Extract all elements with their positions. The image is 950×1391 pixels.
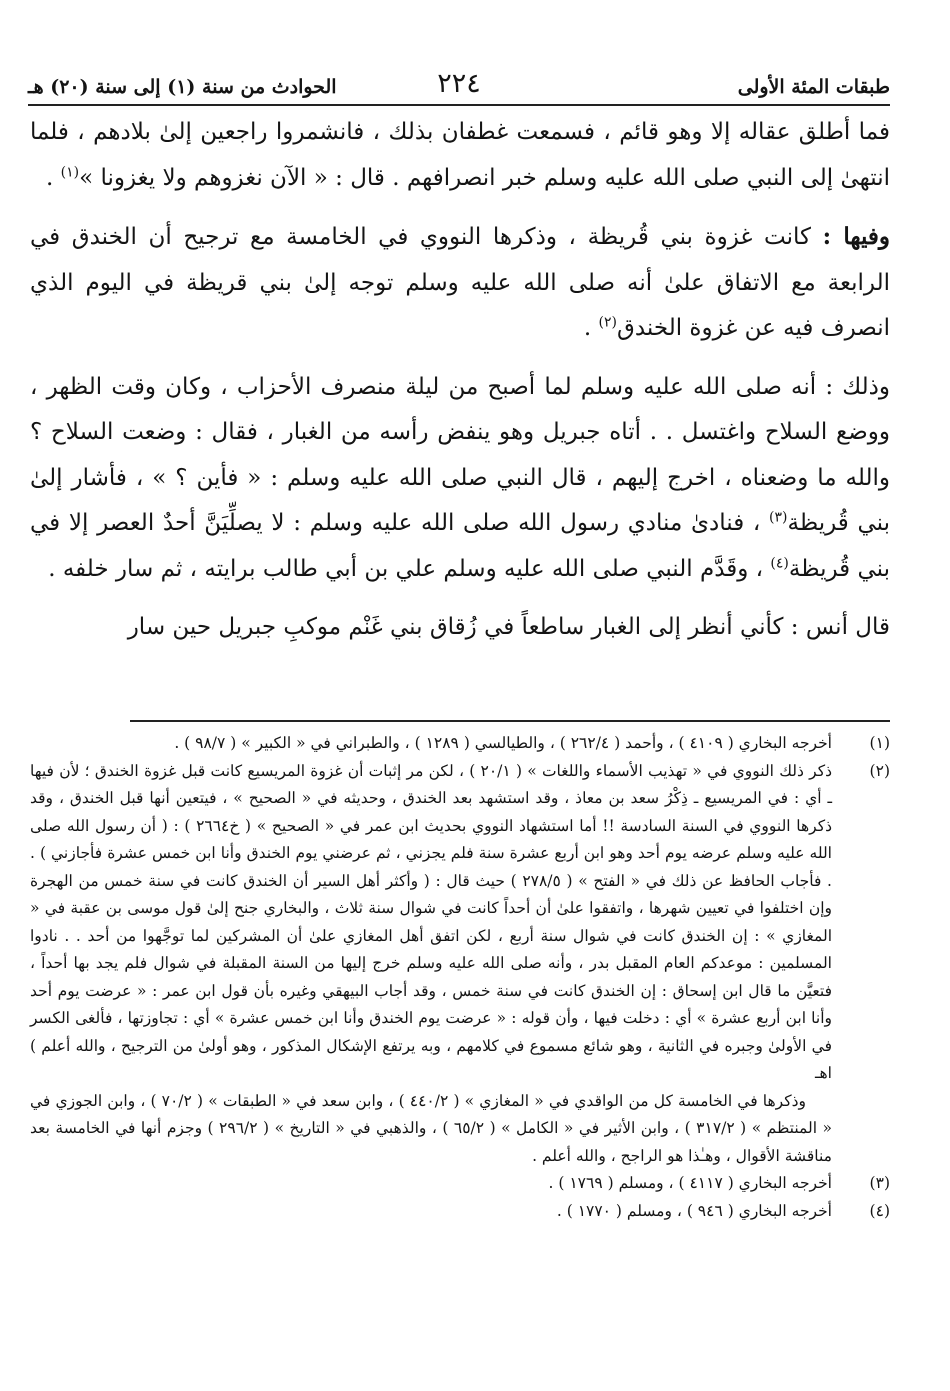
main-text bbox=[30, 110, 890, 651]
paragraph-3-text-a: وذلك : أنه صلى الله عليه وسلم لما أصبح من ليلة منصرف الأحزاب ، وكان وقت الظهر ، ووضع السلاح واغتسل . . أتاه جبريل وهو ينفض رأسه من الغبار ، فقال : وضعت السلاح ؟ والله ما وضعناه ، اخرج إليهم ، قال النبي صلى الله عليه وسلم : « فأين ؟ » ، فأشار إلىٰ بني قُريظة bbox=[30, 373, 891, 536]
paragraph-3-text-c: ، وقَدَّم النبي صلى الله عليه وسلم علي بن أبي طالب برايته ، ثم سار خلفه . bbox=[48, 555, 771, 582]
footnote-ref-2: (٢) bbox=[598, 314, 617, 331]
footnote-text: ذكر ذلك النووي في « تهذيب الأسماء واللغات » ( ٢٠/١ ) ، لكن مر إثبات أن غزوة المريسيع كانت قبل غزوة الخندق ؛ لأن فيها ـ أي : في المريسيع ـ ذِكْرُ سعد بن معاذ ، وقد استشهد بعد الخندق ، وحديثه في « الصحيح » ، فيتعين أنها قبل الخندق ، وقد ذكرها النووي في السنة السادسة !! أما استشهاد النووي بحديث ابن عمر في « الصحيح » ( خ٢٦٦٤ ) : ( أن رسول الله صلى الله عليه وسلم عرضه يوم أحد وهو ابن أربع عشرة سنة فلم يجزني ، ثم عرضني يوم الخندق وأنا ابن خمس عشرة فأجازني ) . . فأجاب الحافظ عن ذلك في « الفتح » ( ٢٧٨/٥ ) حيث قال : ( وأكثر أهل السير أن الخندق كانت في سنة خمس من الهجرة وإن اختلفوا في تعيين شهرها ، واتفقوا علىٰ أن أحداً كانت في شوال سنة ثلاث ، والبخاري جنح إلىٰ قول موسى بن عقبة في « المغازي » : إن الخندق كانت في شوال سنة أربع ، لكن اتفق أهل المغازي علىٰ أن المشركين لما توجَّهوا من أحد . . نادوا المسلمين : موعدكم العام المقبل بدر ، وأنه صلى الله عليه وسلم خرج إليها من السنة المقبلة في شوال فلم يجد بها أحداً ، فتعيَّن ما قال ابن إسحاق : إن الخندق كانت في سنة خمس ، وقد أجاب البيهقي وغيره بأن قول ابن عمر : « عرضت يوم أحد وأنا ابن أربع عشرة » أي : دخلت فيها ، وأن قوله : « عرضت يوم الخندق وأنا ابن خمس عشرة » أي : تجاوزتها ، فألغى الكسر في الأولىٰ وجبره في الثانية ، وهو شائع مسموع في كلامهم ، وبه يرتفع الإشكال المذكور ، وهو أولىٰ من الترجيح ، والله أعلم ) اهـ bbox=[30, 761, 832, 1082]
paragraph-1-text: فما أطلق عقاله إلا وهو قائم ، فسمعت غطفان بذلك ، فانشمروا راجعين إلىٰ بلادهم ، فلما انتهىٰ إلى النبي صلى الله عليه وسلم خبر انصرافهم . قال : « الآن نغزوهم ولا يغزونا » bbox=[30, 119, 890, 191]
paragraph-2-lead: وفيها : bbox=[822, 223, 890, 250]
page-number: ٢٢٤ bbox=[437, 68, 481, 99]
paragraph-2 bbox=[30, 214, 890, 352]
footnote-text: أخرجه البخاري ( ٩٤٦ ) ، ومسلم ( ١٧٧٠ ) . bbox=[556, 1201, 832, 1220]
paragraph-4: قال أنس : كأني أنظر إلى الغبار ساطعاً في زُقاق بني غَنْم موكبِ جبريل حين سار bbox=[127, 614, 890, 640]
book-title: طبقات المئة الأولى bbox=[737, 76, 890, 98]
footnote-number: (٣) bbox=[869, 1174, 890, 1192]
footnote-ref-1: (١) bbox=[60, 163, 80, 180]
footnote-number: (١) bbox=[869, 734, 890, 752]
paragraph-1 bbox=[30, 110, 890, 201]
footnote-number: (٢) bbox=[869, 761, 890, 780]
paragraph-3-text-b: ، فنادىٰ منادي رسول الله صلى الله عليه وسلم : لا يصلِّيَنَّ أحدٌ العصر إلا في بني قُريظة bbox=[30, 510, 890, 582]
footnote-2 bbox=[30, 758, 890, 1088]
footnote-4 bbox=[30, 1198, 890, 1226]
footnotes bbox=[30, 730, 890, 1225]
paragraph-3 bbox=[30, 365, 890, 593]
paragraph-1-end: . bbox=[45, 164, 61, 191]
footnote-text: أخرجه البخاري ( ٤١١٧ ) ، ومسلم ( ١٧٦٩ ) . bbox=[548, 1174, 832, 1192]
footnote-text: أخرجه البخاري ( ٤١٠٩ ) ، وأحمد ( ٢٦٢/٤ ) ، والطيالسي ( ١٢٨٩ ) ، والطبراني في « الكبير » ( ٩٨/٧ ) . bbox=[174, 734, 832, 752]
footnote-3 bbox=[30, 1170, 890, 1198]
running-header bbox=[28, 70, 890, 104]
footnote-2-continuation bbox=[30, 1088, 890, 1171]
paragraph-2-end: . bbox=[583, 315, 599, 341]
footnote-number: (٤) bbox=[869, 1201, 890, 1220]
footnote-ref-3: (٣) bbox=[769, 509, 788, 526]
footnote-rule bbox=[130, 720, 890, 722]
footnote-2-extra-text: وذكرها في الخامسة كل من الواقدي في « المغازي » ( ٤٤٠/٢ ) ، وابن سعد في « الطبقات » ( ٧٠/٢ ) ، وابن الجوزي في « المنتظم » ( ٣١٧/٢ ) ، وابن الأثير في « الكامل » ( ٦٥/٢ ) ، والذهبي في « التاريخ » ( ٢٩٦/٢ ) وجزم أنها في الخامسة بعد مناقشة الأقوال ، وهـٰذا هو الراجح ، والله أعلم . bbox=[30, 1091, 832, 1165]
header-rule bbox=[28, 104, 890, 106]
section-title: الحوادث من سنة (١) إلى سنة (٢٠) هـ bbox=[28, 76, 337, 98]
footnote-1 bbox=[30, 730, 890, 758]
paragraph-2-text: كانت غزوة بني قُريظة ، وذكرها النووي في الخامسة مع ترجيح أن الخندق في الرابعة مع الاتفاق علىٰ أنه صلى الله عليه وسلم توجه إلىٰ بني قريظة في اليوم الذي انصرف فيه عن غزوة الخندق bbox=[30, 224, 890, 341]
footnote-ref-4: (٤) bbox=[770, 554, 789, 571]
